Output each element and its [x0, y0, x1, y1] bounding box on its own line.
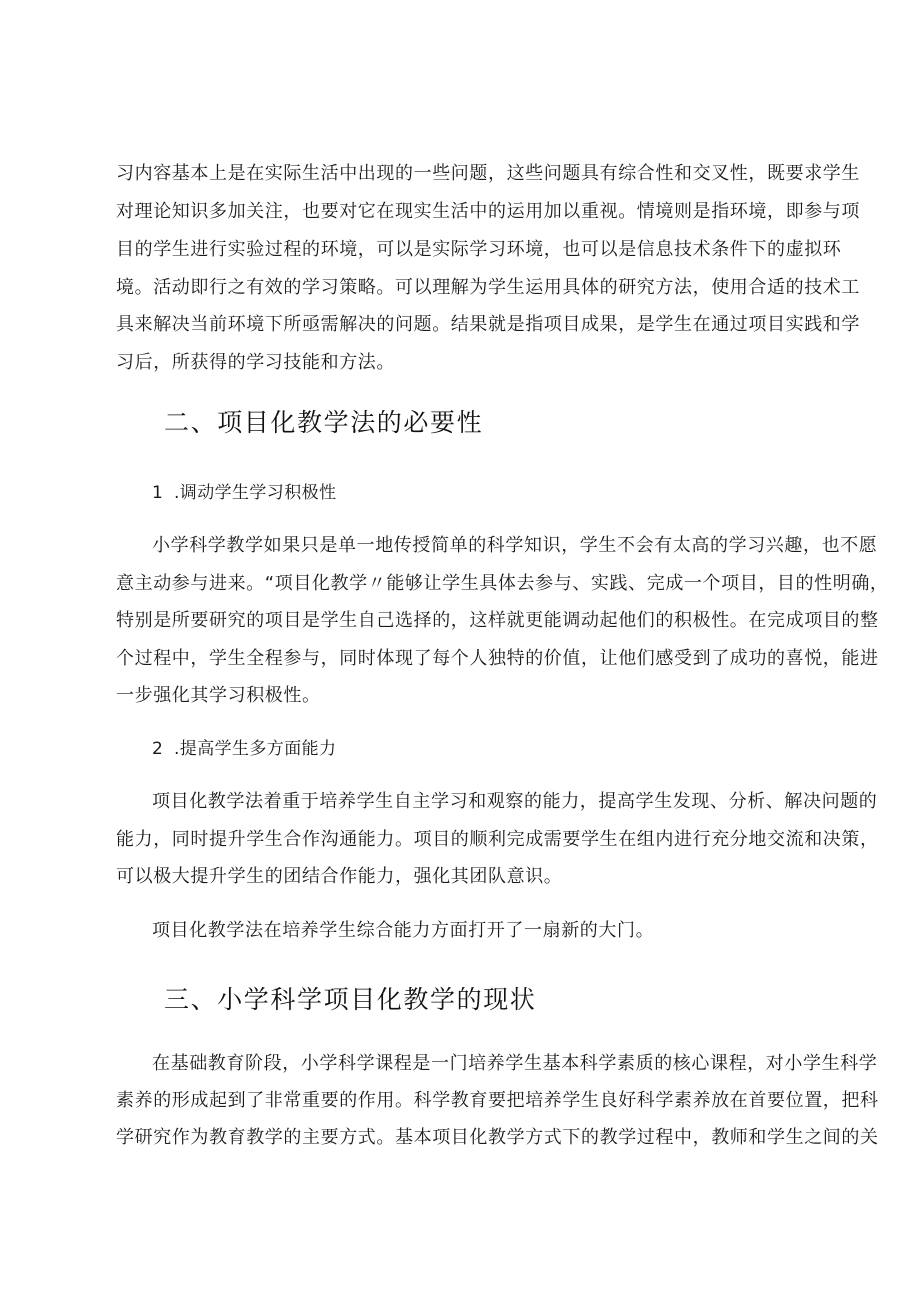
paragraph-line: 个过程中，学生全程参与，同时体现了每个人独特的价值，让他们感受到了成功的喜悦，能进 — [116, 648, 879, 669]
paragraph-line: 学研究作为教育教学的主要方式。基本项目化教学方式下的教学过程中，教师和学生之间的关 — [116, 1127, 879, 1148]
paragraph-line: 素养的形成起到了非常重要的作用。科学教育要把培养学生良好科学素养放在首要位置，把科 — [116, 1090, 879, 1111]
subsection-heading — [152, 738, 336, 760]
paragraph-line: 目的学生进行实验过程的环境，可以是实际学习环境，也可以是信息技术条件下的虚拟环 — [116, 239, 842, 260]
paragraph-line: 小学科学教学如果只是单一地传授简单的科学知识，学生不会有太高的学习兴趣，也不愿 — [152, 535, 878, 556]
paragraph-line: 对理论知识多加关注，也要对它在现实生活中的运用加以重视。情境则是指环境，即参与项 — [116, 201, 860, 222]
paragraph-line: 习后，所获得的学习技能和方法。 — [116, 352, 395, 373]
subsection-title: .调动学生学习积极性 — [174, 483, 337, 503]
paragraph-line: 特别是所要研究的项目是学生自己选择的，这样就更能调动起他们的积极性。在完成项目的整 — [116, 610, 879, 631]
paragraph-line: 境。活动即行之有效的学习策略。可以理解为学生运用具体的研究方法，使用合适的技术工 — [116, 277, 860, 298]
subsection-title: .提高学生多方面能力 — [174, 739, 337, 759]
paragraph-line: 一步强化其学习积极性。 — [116, 685, 321, 706]
paragraph-line: 项目化教学法在培养学生综合能力方面打开了一扇新的大门。 — [152, 920, 655, 941]
paragraph-line: 能力，同时提升学生合作沟通能力。项目的顺利完成需要学生在组内进行充分地交流和决策， — [116, 829, 879, 850]
paragraph-line: 具来解决当前环境下所亟需解决的问题。结果就是指项目成果，是学生在通过项目实践和学 — [116, 314, 860, 335]
paragraph-line: 习内容基本上是在实际生活中出现的一些问题，这些问题具有综合性和交叉性，既要求学生 — [116, 163, 860, 184]
subsection-number: 2 — [152, 739, 164, 759]
paragraph-line: 可以极大提升学生的团结合作能力，强化其团队意识。 — [116, 866, 563, 887]
subsection-heading — [152, 482, 336, 504]
paragraph-line: 意主动参与进来。“项目化教学〃能够让学生具体去参与、实践、完成一个项目，目的性明确， — [116, 573, 889, 594]
paragraph-line: 项目化教学法着重于培养学生自主学习和观察的能力，提高学生发现、分析、解决问题的 — [152, 791, 878, 812]
section-heading: 三、小学科学项目化教学的现状 — [164, 985, 537, 1014]
paragraph-line: 在基础教育阶段，小学科学课程是一门培养学生基本科学素质的核心课程，对小学生科学 — [152, 1053, 878, 1074]
subsection-number: 1 — [152, 483, 164, 503]
section-heading: 二、项目化教学法的必要性 — [164, 408, 484, 437]
